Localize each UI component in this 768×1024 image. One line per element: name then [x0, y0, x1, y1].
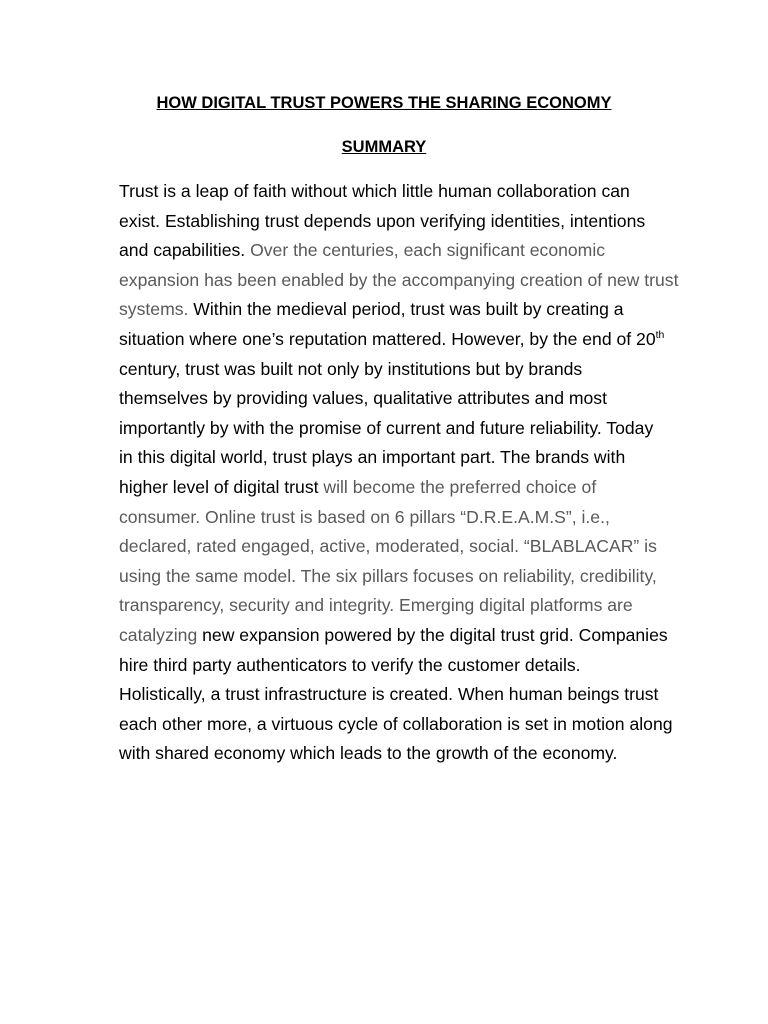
body-text-segment: Trust is a leap of faith without which little human collaboration can exist. Establishing trust depends upon verifying identities, intentions and capabilities. [119, 181, 646, 261]
section-heading-summary: SUMMARY [341, 138, 427, 156]
body-text-segment: Within the medieval period, trust was built by creating a situation where one’s reputation mattered. However, by the end of 20 [119, 299, 656, 349]
body-text-segment: century, trust was built not only by institutions but by brands themselves by providing values, qualitative attributes and most importantly by with the promise of current and future reliability. Today in this digital world, trust plays an important part. The brands with higher level of digital trust [119, 358, 654, 497]
body-text-segment-muted: Over the centuries, each significant economic expansion has been enabled by the accompanying creation of new trust systems. [119, 240, 679, 320]
body-text-segment-muted: will become the preferred choice of consumer. Online trust is based on 6 pillars “D.R.E.A.M.S”, i.e., declared, rated engaged, active, moderated, social. “BLABLACAR” is using the same model. The six pillars focuses on reliability, credibility, transparency, security and integrity. Emerging digital platforms are catalyzing [119, 476, 657, 645]
body-text-segment: new expansion powered by the digital trust grid. Companies hire third party authenticators to verify the customer details. Holistically, a trust infrastructure is created. When human beings trust each other more, a virtuous cycle of collaboration is set in motion along with shared economy which leads to the growth of the economy. [119, 624, 673, 764]
summary-paragraph [119, 177, 719, 769]
ordinal-superscript: th [655, 329, 665, 342]
document-title: HOW DIGITAL TRUST POWERS THE SHARING ECONOMY [156, 94, 612, 112]
